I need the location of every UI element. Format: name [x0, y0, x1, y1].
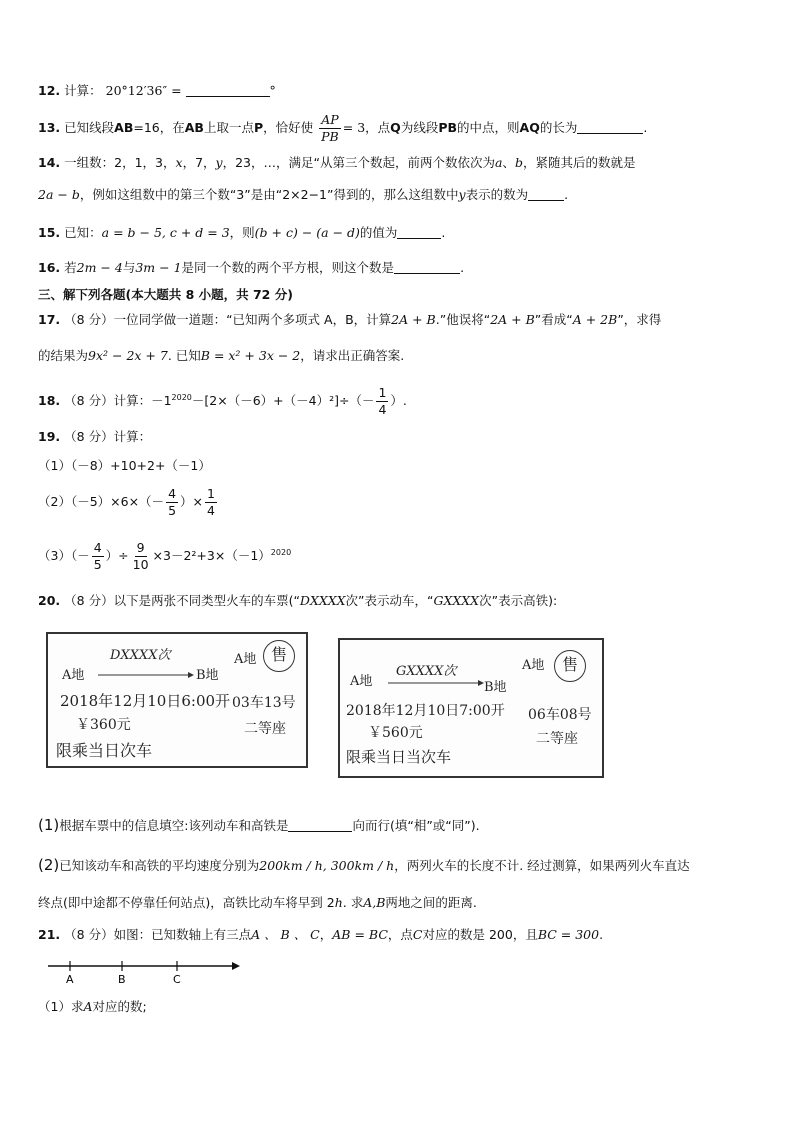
seat-class: 二等座 — [244, 721, 286, 737]
expression: a = b − 5, c + d = 3 — [101, 225, 230, 240]
text: 的结果为 — [38, 348, 89, 363]
denominator: 4 — [378, 402, 387, 418]
question-number: 17. — [38, 312, 61, 327]
text: （3）（－ — [38, 548, 90, 564]
var: A — [83, 999, 93, 1014]
var: y — [215, 155, 223, 170]
price: ￥560元 — [368, 725, 423, 741]
question-14 — [38, 154, 635, 172]
denominator: 4 — [207, 503, 215, 518]
text: 是同一个数的两个平方根，则这个数是 — [181, 260, 395, 275]
text: 次”表示高铁): — [479, 593, 558, 608]
expression: 9x² − 2x + 7 — [88, 348, 168, 363]
text: . — [599, 927, 604, 942]
expression: 200km / h, 300km / h — [259, 858, 395, 873]
question-15 — [38, 224, 445, 242]
train-number: DXXXX次 — [110, 648, 171, 663]
direction-arrow — [98, 670, 194, 680]
question-text: 计算： — [64, 83, 102, 98]
question-16 — [38, 259, 464, 277]
text: －[2×（－6）+（－4）²]÷（－ — [191, 393, 375, 409]
question-21-sub1 — [38, 998, 147, 1016]
text: . 求 — [342, 895, 364, 910]
text: （8 分）如图：已知数轴上有三点 — [64, 927, 252, 942]
text: （2）（－5）×6×（－ — [38, 494, 165, 509]
expression: 2m − 4 — [76, 260, 123, 275]
var: A,B — [363, 895, 386, 910]
number-line — [44, 958, 244, 986]
direction-arrow — [388, 678, 484, 688]
departure-time: 2018年12月10日7:00开 — [346, 703, 505, 719]
question-20-sub2 — [38, 856, 690, 875]
ticket-gaotie — [338, 638, 604, 778]
question-19-part2 — [38, 484, 219, 520]
expression: (b + c) − (a − d) — [254, 225, 360, 240]
departure-station: A地 — [62, 668, 85, 683]
expression: 2a − b — [38, 187, 80, 202]
question-21 — [38, 926, 603, 944]
question-18 — [38, 380, 407, 419]
question-number: 19. — [38, 429, 61, 444]
price: ￥360元 — [76, 717, 131, 733]
text: ）. — [390, 393, 407, 409]
denominator: 5 — [93, 557, 102, 573]
var: AB — [114, 120, 134, 135]
answer-blank[interactable] — [288, 817, 352, 832]
seat-number: 03车13号 — [232, 695, 296, 711]
question-17-line2 — [38, 347, 404, 365]
departure-station: A地 — [350, 674, 373, 689]
answer-blank[interactable] — [528, 186, 564, 201]
exponent: 2020 — [171, 393, 192, 402]
question-number: 13. — [38, 120, 61, 135]
text: ，紧随其后的数就是 — [522, 155, 636, 170]
text: ，例如这组数中的第三个数“3”是由“2×2−1”得到的，那么这组数中 — [79, 187, 459, 202]
degree-suffix: ° — [269, 83, 276, 98]
text: 已知： — [64, 225, 102, 240]
text: ，7， — [182, 155, 216, 170]
expression: 3m − 1 — [135, 260, 182, 275]
question-14-line2 — [38, 186, 568, 204]
question-20 — [38, 592, 557, 610]
question-19 — [38, 428, 151, 446]
expression: 20°12′36″ = — [105, 83, 182, 98]
answer-blank[interactable] — [186, 82, 270, 97]
text: （8 分）以下是两张不同类型火车的车票(“ — [64, 593, 300, 608]
var: y — [458, 187, 466, 202]
question-number: 16. — [38, 260, 61, 275]
text: 的长为 — [539, 120, 578, 135]
label-b: B — [118, 973, 126, 986]
text: ，恰好使 — [263, 120, 314, 135]
numerator: 1 — [207, 486, 215, 501]
question-number: 14. — [38, 155, 61, 170]
expression: 2A + B — [490, 312, 535, 327]
train-number: GXXXX次 — [396, 664, 457, 679]
question-number: 20. — [38, 593, 61, 608]
question-19-part3 — [38, 535, 291, 574]
text: ， — [319, 927, 333, 942]
question-19-part1: （1）（－8）+10+2+（－1） — [38, 458, 211, 473]
text: 对应的数是 200，且 — [422, 927, 538, 942]
numerator: 1 — [378, 385, 387, 401]
fraction — [376, 385, 388, 418]
text: . — [564, 187, 569, 202]
text: 表示的数为 — [465, 187, 529, 202]
var: C — [412, 927, 423, 942]
text: 、 — [502, 155, 515, 170]
numerator: 4 — [93, 540, 102, 556]
answer-blank[interactable] — [394, 259, 460, 274]
expression: 2A + B — [391, 312, 436, 327]
label-a: A — [66, 973, 74, 986]
text: 终点(即中途都不停靠任何站点)，高铁比动车将早到 2 — [38, 895, 335, 910]
question-20-sub2-line2 — [38, 894, 477, 912]
text: ，则 — [229, 225, 255, 240]
text: 与 — [122, 260, 136, 275]
departure-time: 2018年12月10日6:00开 — [60, 692, 231, 710]
text: . — [460, 260, 465, 275]
text: ，23，…，满足“从第三个数起，前两个数依次为 — [222, 155, 495, 170]
question-13 — [38, 110, 647, 146]
text: （1）求 — [38, 999, 84, 1014]
var: x — [175, 155, 183, 170]
expression: A 、 B 、 C — [251, 927, 320, 942]
text: （8 分）计算：－1 — [64, 393, 172, 409]
fraction — [319, 112, 341, 145]
expression: BC = 300 — [537, 927, 600, 942]
var: PB — [438, 120, 458, 135]
text: 若 — [64, 260, 77, 275]
text: ）÷ — [105, 548, 129, 564]
fraction — [205, 486, 217, 519]
var: AQ — [519, 120, 540, 135]
fraction — [92, 540, 104, 573]
denominator: 10 — [132, 557, 149, 573]
text: ×3－2²+3×（－1） — [152, 548, 271, 564]
expression: B = x² + 3x − 2 — [200, 348, 301, 363]
text: 一组数：2，1，3， — [64, 155, 176, 170]
text: ）× — [180, 494, 203, 509]
numerator: AP — [321, 112, 339, 127]
question-number: 15. — [38, 225, 61, 240]
expression: A + 2B — [572, 312, 618, 327]
text: ”看成“ — [534, 312, 573, 327]
fraction — [131, 540, 151, 573]
numerator: 9 — [136, 540, 145, 556]
text: 的中点，则 — [457, 120, 520, 135]
sold-stamp: 售 — [263, 640, 295, 672]
text: 次”表示动车，“ — [345, 593, 434, 608]
seat-number: 06车08号 — [528, 707, 592, 723]
text: . 已知 — [167, 348, 201, 363]
question-20-sub1 — [38, 816, 480, 835]
arrival-station: B地 — [196, 668, 219, 683]
denominator: 5 — [168, 503, 177, 518]
var: h — [334, 895, 343, 910]
answer-blank[interactable] — [397, 224, 441, 239]
label-c: C — [173, 973, 181, 986]
station-label: A地 — [522, 658, 545, 673]
numerator: 4 — [168, 486, 177, 501]
denominator: PB — [321, 129, 339, 144]
sold-stamp: 售 — [554, 650, 586, 682]
question-number: 21. — [38, 927, 61, 942]
section-heading: 三、解下列各题(本大题共 8 小题，共 72 分) — [38, 287, 293, 302]
train-code: DXXXX — [299, 593, 346, 608]
text: .”他误将“ — [435, 312, 491, 327]
sub-number: (2) — [38, 856, 60, 874]
text: = 3 — [342, 120, 366, 135]
text: （8 分）计算： — [64, 429, 152, 444]
text: 已知线段 — [64, 120, 115, 135]
text: （8 分）一位同学做一道题：“已知两个多项式 A，B，计算 — [64, 312, 392, 327]
expression: AB = BC — [332, 927, 388, 942]
arrival-station: B地 — [484, 680, 507, 695]
question-12 — [38, 82, 276, 100]
text: . — [441, 225, 446, 240]
text: ”，求得 — [617, 312, 662, 327]
seat-class: 二等座 — [536, 731, 578, 747]
text: 向而行(填“相”或“同”). — [352, 818, 480, 833]
ticket-note: 限乘当日次车 — [56, 741, 153, 760]
text: 已知该动车和高铁的平均速度分别为 — [59, 858, 260, 873]
var: Q — [390, 120, 401, 135]
station-label: A地 — [234, 652, 257, 667]
exponent: 2020 — [270, 548, 292, 557]
question-number: 18. — [38, 393, 61, 409]
var: b — [514, 155, 523, 170]
axis-arrow — [232, 962, 240, 970]
text: ，请求出正确答案. — [300, 348, 405, 363]
sub-number: (1) — [38, 816, 60, 834]
text: 两地之间的距离. — [385, 895, 477, 910]
ticket-note: 限乘当日当次车 — [346, 748, 452, 766]
text: 上取一点 — [203, 120, 254, 135]
text: ，点 — [365, 120, 391, 135]
text: 为线段 — [400, 120, 439, 135]
question-17 — [38, 311, 661, 329]
var: P — [253, 120, 264, 135]
text: 的值为 — [359, 225, 398, 240]
text: 对应的数; — [92, 999, 147, 1014]
text: ，两列火车的长度不计. 经过测算，如果两列火车直达 — [394, 858, 690, 873]
question-number: 12. — [38, 83, 61, 98]
text: ，点 — [387, 927, 413, 942]
answer-blank[interactable] — [577, 119, 643, 134]
train-code: GXXXX — [433, 593, 480, 608]
fraction — [166, 486, 178, 519]
var: a — [494, 155, 503, 170]
text: 根据车票中的信息填空:该列动车和高铁是 — [59, 818, 289, 833]
text: =16，在 — [133, 120, 185, 135]
var: AB — [184, 120, 204, 135]
text: . — [643, 120, 648, 135]
ticket-dongche — [46, 632, 308, 768]
